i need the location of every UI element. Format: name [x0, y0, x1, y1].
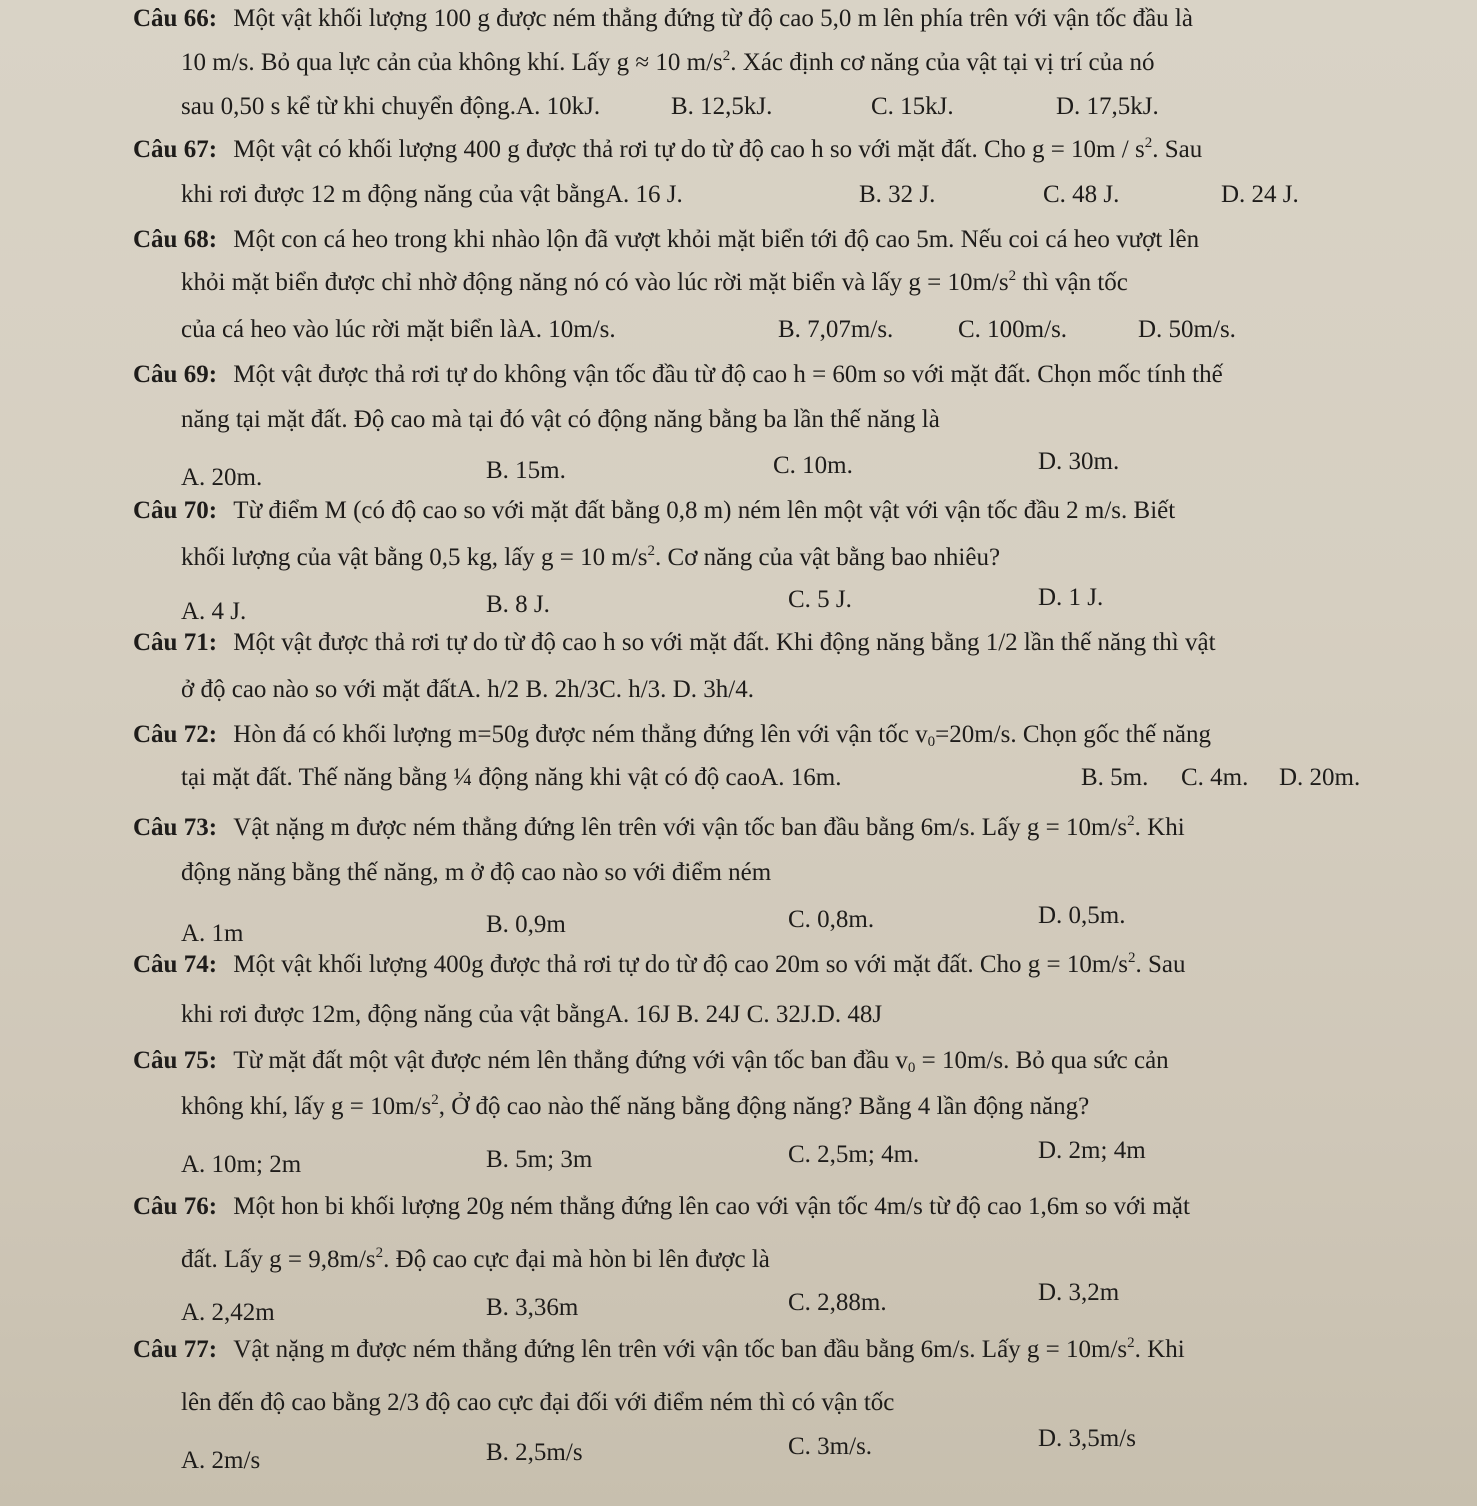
q72-number: Câu 72: [133, 721, 218, 748]
q73-option-d: D. 0,5m. [1038, 902, 1126, 929]
q70-option-a: A. 4 J. [181, 598, 247, 625]
q69-line1 [133, 360, 1223, 390]
q75-option-b: B. 5m; 3m [486, 1146, 593, 1173]
q68-number: Câu 68: [133, 226, 218, 253]
q72-option-a: A. 16m. [760, 764, 842, 791]
q77-text1a: Vật nặng m được ném thẳng đứng lên trên với vận tốc ban đầu bằng 6m/s. Lấy g = 10m/s [233, 1336, 1128, 1363]
q67-text1b: . Sau [1152, 136, 1203, 163]
q68-option-d: D. 50m/s. [1138, 316, 1236, 343]
q66-sup: 2 [722, 48, 731, 64]
q74-option-d: D. 48J [816, 1001, 883, 1028]
q73-number: Câu 73: [133, 814, 218, 841]
q68-text2b: thì vận tốc [1016, 269, 1128, 296]
q77-line1 [133, 1335, 1185, 1365]
q66-option-b: B. 12,5kJ. [671, 93, 773, 120]
q67-line1 [133, 135, 1202, 165]
q75-text2b: , Ở độ cao nào thế năng bằng động năng? Bằng 4 lần động năng? [438, 1093, 1090, 1120]
q70-text2a: khối lượng của vật bằng 0,5 kg, lấy g = 10 m/s [181, 544, 648, 571]
q77-sup: 2 [1127, 1335, 1135, 1351]
q70-text1: Từ điểm M (có độ cao so với mặt đất bằng 0,8 m) ném lên một vật với vận tốc đầu 2 m/s. Biết [233, 497, 1176, 524]
q66-line2 [181, 48, 1154, 78]
q73-line2 [181, 858, 771, 888]
q71-line1 [133, 628, 1216, 658]
q70-line2 [181, 543, 1000, 573]
q71-text1: Một vật được thả rơi tự do từ độ cao h so với mặt đất. Khi động năng bằng 1/2 lần thế năng thì vật [233, 629, 1216, 656]
q68-text3: của cá heo vào lúc rời mặt biển là [181, 316, 518, 343]
q70-line1 [133, 496, 1175, 526]
q77-option-d: D. 3,5m/s [1038, 1425, 1136, 1452]
q69-option-d: D. 30m. [1038, 448, 1120, 475]
q68-option-b: B. 7,07m/s. [778, 316, 894, 343]
q70-number: Câu 70: [133, 497, 218, 524]
q67-option-b: B. 32 J. [859, 181, 936, 208]
q67-number: Câu 67: [133, 136, 218, 163]
q76-number: Câu 76: [133, 1193, 218, 1220]
q66-line1 [133, 4, 1193, 34]
q66-line3 [181, 92, 1431, 122]
q71-line2 [181, 675, 754, 705]
q75-option-d: D. 2m; 4m [1038, 1137, 1146, 1164]
q72-option-b: B. 5m. [1081, 764, 1149, 791]
q75-line1 [133, 1046, 1169, 1076]
q66-option-d: D. 17,5kJ. [1056, 93, 1159, 120]
q72-text2: tại mặt đất. Thế năng bằng ¼ động năng khi vật có độ cao [181, 764, 761, 791]
q69-text1: Một vật được thả rơi tự do không vận tốc đầu từ độ cao h = 60m so với mặt đất. Chọn mốc tính thế [233, 361, 1223, 388]
q75-sup: 2 [431, 1092, 439, 1108]
q70-option-d: D. 1 J. [1038, 584, 1104, 611]
q74-line1 [133, 950, 1186, 980]
q75-option-a: A. 10m; 2m [181, 1151, 302, 1178]
q75-text1a: Từ mặt đất một vật được ném lên thẳng đứng với vận tốc ban đầu v [233, 1047, 908, 1074]
q76-line1 [133, 1192, 1190, 1222]
q74-line2 [181, 1000, 882, 1030]
q77-line2 [181, 1388, 894, 1418]
q71-option-a: A. h/2 [456, 676, 520, 703]
q74-number: Câu 74: [133, 951, 218, 978]
q76-option-b: B. 3,36m [486, 1294, 579, 1321]
q74-option-c: C. 32J. [746, 1001, 817, 1028]
q71-text2: ở độ cao nào so với mặt đất [181, 676, 457, 703]
q69-number: Câu 69: [133, 361, 218, 388]
q66-number: Câu 66: [133, 5, 218, 32]
q68-option-c: C. 100m/s. [958, 316, 1068, 343]
q76-option-d: D. 3,2m [1038, 1279, 1120, 1306]
q68-sup: 2 [1008, 268, 1017, 284]
q71-option-c: C. h/3. [599, 676, 667, 703]
q74-option-a: A. 16J [604, 1001, 671, 1028]
q72-sub: 0 [927, 734, 936, 750]
q76-line2 [181, 1245, 770, 1275]
q67-line2 [181, 180, 1431, 210]
q71-option-b: B. 2h/3 [525, 676, 600, 703]
q66-option-c: C. 15kJ. [871, 93, 954, 120]
q72-line1 [133, 720, 1211, 750]
q73-option-c: C. 0,8m. [788, 906, 875, 933]
q73-line1 [133, 813, 1185, 843]
q67-text2: khi rơi được 12 m động năng của vật bằng [181, 181, 605, 208]
q68-line2 [181, 268, 1128, 298]
q71-number: Câu 71: [133, 629, 218, 656]
q69-text2: năng tại mặt đất. Độ cao mà tại đó vật có động năng bằng ba lần thế năng là [181, 406, 940, 433]
q68-text1: Một con cá heo trong khi nhào lộn đã vượt khỏi mặt biển tới độ cao 5m. Nếu coi cá heo vượt lên [233, 226, 1200, 253]
q72-option-d: D. 20m. [1279, 764, 1361, 791]
q67-option-d: D. 24 J. [1221, 181, 1299, 208]
q77-option-c: C. 3m/s. [788, 1433, 873, 1460]
q73-text1b: . Khi [1134, 814, 1185, 841]
q68-line1 [133, 225, 1199, 255]
q76-option-a: A. 2,42m [181, 1299, 275, 1326]
q77-option-b: B. 2,5m/s [486, 1439, 583, 1466]
q67-option-c: C. 48 J. [1043, 181, 1120, 208]
q75-text2a: không khí, lấy g = 10m/s [181, 1093, 432, 1120]
q75-line2 [181, 1092, 1089, 1122]
q77-text2: lên đến độ cao bằng 2/3 độ cao cực đại đối với điểm ném thì có vận tốc [181, 1389, 895, 1416]
q70-option-b: B. 8 J. [486, 591, 550, 618]
q76-text1: Một hon bi khối lượng 20g ném thẳng đứng lên cao với vận tốc 4m/s từ độ cao 1,6m so với mặt [233, 1193, 1190, 1220]
q74-sup: 2 [1128, 950, 1136, 966]
q73-sup: 2 [1127, 813, 1135, 829]
q77-text1b: . Khi [1134, 1336, 1185, 1363]
q73-option-a: A. 1m [181, 920, 244, 947]
q66-text3: sau 0,50 s kể từ khi chuyển động. [181, 93, 517, 120]
q68-option-a: A. 10m/s. [517, 316, 616, 343]
q74-text1b: . Sau [1135, 951, 1186, 978]
q73-text2: động năng bằng thế năng, m ở độ cao nào so với điểm ném [181, 859, 772, 886]
q69-option-a: A. 20m. [181, 464, 263, 491]
q76-sup: 2 [375, 1245, 384, 1261]
q74-option-b: B. 24J [676, 1001, 741, 1028]
q70-sup: 2 [647, 543, 656, 559]
q67-sup: 2 [1144, 135, 1153, 151]
q75-number: Câu 75: [133, 1047, 218, 1074]
q69-option-b: B. 15m. [486, 457, 566, 484]
q74-text2: khi rơi được 12m, động năng của vật bằng [181, 1001, 605, 1028]
q67-option-a: A. 16 J. [604, 181, 683, 208]
q77-option-a: A. 2m/s [181, 1447, 261, 1474]
q72-line2 [181, 763, 1431, 793]
q72-option-c: C. 4m. [1181, 764, 1249, 791]
q68-line3 [181, 315, 1431, 345]
q71-option-d: D. 3h/4. [672, 676, 754, 703]
q75-text1b: = 10m/s. Bỏ qua sức cản [915, 1047, 1169, 1074]
q68-text2a: khỏi mặt biển được chỉ nhờ động năng nó có vào lúc rời mặt biển và lấy g = 10m/s [181, 269, 1009, 296]
q73-option-b: B. 0,9m [486, 911, 566, 938]
q72-text1b: =20m/s. Chọn gốc thế năng [935, 721, 1211, 748]
q75-sub: 0 [907, 1060, 916, 1076]
q73-text1a: Vật nặng m được ném thẳng đứng lên trên với vận tốc ban đầu bằng 6m/s. Lấy g = 10m/s [233, 814, 1128, 841]
q70-option-c: C. 5 J. [788, 586, 852, 613]
q76-text2b: . Độ cao cực đại mà hòn bi lên được là [383, 1246, 770, 1273]
q74-text1a: Một vật khối lượng 400g được thả rơi tự do từ độ cao 20m so với mặt đất. Cho g = 10m/s [233, 951, 1129, 978]
q77-number: Câu 77: [133, 1336, 218, 1363]
q76-text2a: đất. Lấy g = 9,8m/s [181, 1246, 376, 1273]
q66-text2b: . Xác định cơ năng của vật tại vị trí của nó [730, 49, 1155, 76]
q70-text2b: . Cơ năng của vật bằng bao nhiêu? [655, 544, 1001, 571]
q72-text1a: Hòn đá có khối lượng m=50g được ném thẳng đứng lên với vận tốc v [233, 721, 928, 748]
q69-option-c: C. 10m. [773, 452, 853, 479]
q75-option-c: C. 2,5m; 4m. [788, 1141, 920, 1168]
q66-text2a: 10 m/s. Bỏ qua lực cản của không khí. Lấy g ≈ 10 m/s [181, 49, 723, 76]
q76-option-c: C. 2,88m. [788, 1289, 887, 1316]
q69-line2 [181, 405, 940, 435]
q66-text1: Một vật khối lượng 100 g được ném thẳng đứng từ độ cao 5,0 m lên phía trên với vận tốc đầu là [233, 5, 1193, 32]
q66-option-a: A. 10kJ. [516, 93, 601, 120]
q67-text1a: Một vật có khối lượng 400 g được thả rơi tự do từ độ cao h so với mặt đất. Cho g = 10m / s [233, 136, 1145, 163]
